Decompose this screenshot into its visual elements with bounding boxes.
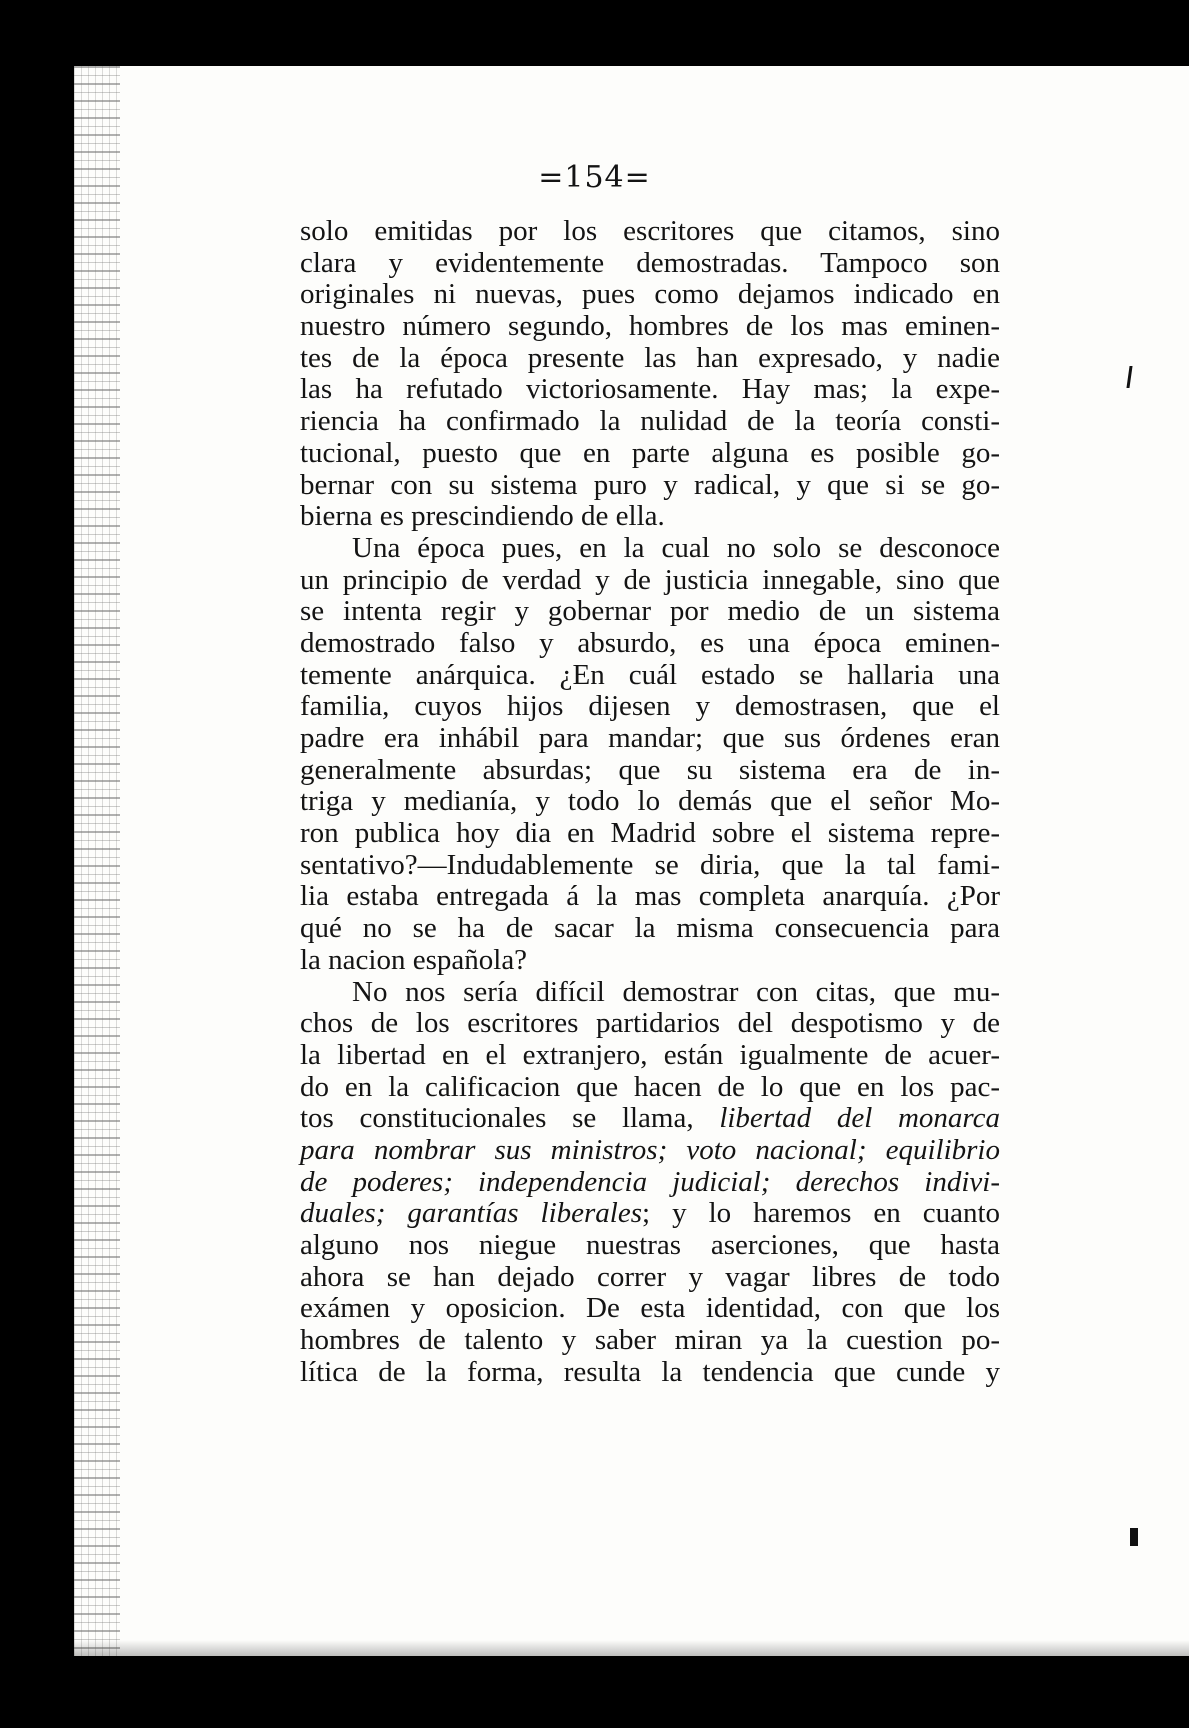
text-line: tucional, puesto que en parte alguna es posible go- xyxy=(300,436,1000,469)
text-line: lia estaba entregada á la mas completa anarquía. ¿Por xyxy=(300,880,1000,913)
text-line: No nos sería difícil demostrar con citas, que mu- xyxy=(352,975,1000,1008)
text-line: tes de la época presente las han expresado, y nadie xyxy=(300,341,1000,374)
text-line xyxy=(300,1103,1000,1135)
text-line: nuestro número segundo, hombres de los mas eminen- xyxy=(300,310,1000,343)
text-line: triga y medianía, y todo lo demás que el señor Mo- xyxy=(300,785,1000,818)
text-line: padre era inhábil para mandar; que sus órdenes eran xyxy=(300,722,1000,754)
paragraph-2 xyxy=(300,533,1000,977)
paragraph-3 xyxy=(300,977,1000,1389)
text-line: chos de los escritores partidarios del despotismo y de xyxy=(300,1007,1000,1040)
text-segment: ; y lo haremos en cuanto xyxy=(642,1197,1001,1230)
text-line: ahora se han dejado correr y vagar libres de todo xyxy=(300,1260,1000,1293)
text-line: se intenta regir y gobernar por medio de un sistema xyxy=(300,595,1000,628)
text-line: bierna es prescindiendo de ella. xyxy=(300,500,665,533)
text-line: riencia ha confirmado la nulidad de la teoría consti- xyxy=(300,405,1000,438)
italic-phrase: duales; garantías liberales xyxy=(300,1197,643,1230)
text-line: do en la calificacion que hacen de lo que en los pac- xyxy=(300,1070,1000,1103)
text-line: sentativo?—Indudablemente se diria, que la tal fami- xyxy=(300,848,1000,881)
body-text xyxy=(300,216,1000,1388)
text-line: las ha refutado victoriosamente. Hay mas; la expe- xyxy=(300,373,1000,406)
text-line: demostrado falso y absurdo, es una época eminen- xyxy=(300,626,1000,659)
text-line: la libertad en el extranjero, están igualmente de acuer- xyxy=(300,1038,1000,1071)
text-line: familia, cuyos hijos dijesen y demostrasen, que el xyxy=(300,690,1000,723)
paragraph-1 xyxy=(300,216,1000,533)
text-line: exámen y oposicion. De esta identidad, con que los xyxy=(300,1292,1000,1325)
text-line: qué no se ha de sacar la misma consecuencia para xyxy=(300,912,1000,945)
text-line: temente anárquica. ¿En cuál estado se hallaria una xyxy=(300,658,1000,691)
text-line: Una época pues, en la cual no solo se desconoce xyxy=(352,531,1000,564)
text-line: para nombrar sus ministros; voto nacional; equilibrio xyxy=(300,1133,1000,1166)
text-segment: tos constitucionales se llama, xyxy=(300,1102,694,1135)
margin-fleck xyxy=(1130,1528,1138,1546)
italic-phrase: libertad del monarca xyxy=(719,1102,1000,1135)
text-line: clara y evidentemente demostradas. Tampoco son xyxy=(300,246,1000,279)
text-line: originales ni nuevas, pues como dejamos indicado en xyxy=(300,278,1000,311)
text-line: hombres de talento y saber miran ya la cuestion po- xyxy=(300,1324,1000,1357)
text-line: lítica de la forma, resulta la tendencia que cunde y xyxy=(300,1355,1000,1388)
page-edge-shadow xyxy=(74,1640,1189,1656)
text-line: solo emitidas por los escritores que citamos, sino xyxy=(300,215,1000,247)
text-line: bernar con su sistema puro y radical, y que si se go- xyxy=(300,468,1000,501)
text-line: generalmente absurdas; que su sistema era de in- xyxy=(300,753,1000,786)
page-number-header: =154= xyxy=(538,160,651,195)
text-line: alguno nos niegue nuestras aserciones, que hasta xyxy=(300,1229,1000,1261)
text-line xyxy=(300,1198,1000,1230)
text-line: la nacion española? xyxy=(300,943,528,976)
text-line: un principio de verdad y de justicia innegable, sino que xyxy=(300,563,1000,596)
text-line: ron publica hoy dia en Madrid sobre el sistema repre- xyxy=(300,817,1000,850)
text-line: de poderes; independencia judicial; derechos indivi- xyxy=(300,1165,1000,1198)
binding-gutter xyxy=(74,66,120,1656)
